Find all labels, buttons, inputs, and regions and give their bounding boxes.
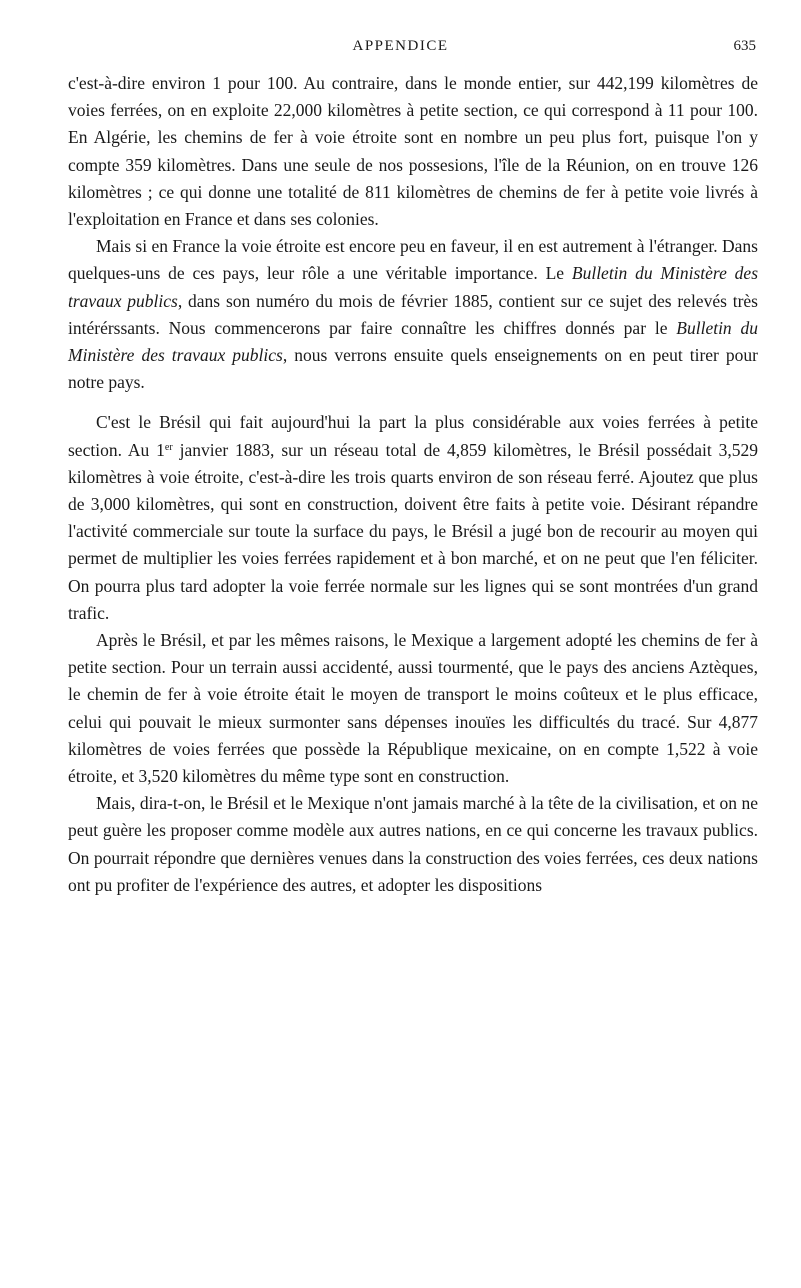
paragraph: [68, 409, 758, 627]
paragraph: [68, 790, 758, 899]
running-header: [0, 34, 801, 58]
italic-title: Bulletin du Ministère des travaux publics: [68, 263, 759, 311]
running-title: APPENDICE: [352, 38, 449, 54]
text-run: Mais, dira-t-on, le Brésil et le Mexique n'ont jamais marché à la tête de la civilisation, et on ne peut guère les proposer comme modèle aux autres nations, en ce qui concerne les travaux publics. On pourrait répondre que dernières venues dans la construction des voies ferrées, ces deux nations ont pu profiter de l'expérience des autres, et adopter les dispositions: [68, 793, 758, 895]
paragraph: [68, 233, 758, 396]
text-run: janvier 1883, sur un réseau total de 4,859 kilomètres, le Brésil possédait 3,529 kilomètres à voie étroite, c'est-à-dire les trois quarts environ de son réseau ferré. Ajoutez que plus de 3,000 kilomètres, qui sont en construction, doivent être faits à petite voie. Désirant répandre l'activité commerciale sur toute la surface du pays, le Brésil a jugé bon de recourir au moyen qui permet de multiplier les voies ferrées rapidement et à bon marché, et on ne peut que l'en féliciter. On pourra plus tard adopter la voie ferrée normale sur les lignes qui se sont montrées d'un grand trafic.: [68, 439, 758, 623]
text-run: , dans son numéro du mois de février 1885, contient sur ce sujet des relevés très intérérssants. Nous commencerons par faire connaître les chiffres donnés par le: [68, 290, 758, 338]
body-text: [68, 70, 758, 899]
page-number: 635: [733, 38, 756, 54]
text-run: C'est le Brésil qui fait aujourd'hui la part la plus considérable aux voies ferrées à petite section. Au 1: [68, 412, 758, 460]
text-run: , nous verrons ensuite quels enseignements on en peut tirer pour notre pays.: [68, 345, 758, 393]
superscript: er: [164, 441, 173, 453]
paragraph: [68, 70, 758, 233]
italic-title: Bulletin du Ministère des travaux publics: [68, 317, 758, 366]
text-run: c'est-à-dire environ 1 pour 100. Au contraire, dans le monde entier, sur 442,199 kilomètres de voies ferrées, on en exploite 22,000 kilomètres à petite section, ce qui correspond à 11 pour 100. En Algérie, les chemins de fer à voie étroite sont en nombre un peu plus fort, puisque l'on y compte 359 kilomètres. Dans une seule de nos possesions, l'île de la Réunion, on en trouve 126 kilomètres ; ce qui donne une totalité de 811 kilomètres de chemins de fer à petite voie livrés à l'exploitation en France et dans ses colonies.: [68, 73, 758, 230]
paragraph: [68, 627, 758, 790]
text-run: Après le Brésil, et par les mêmes raisons, le Mexique a largement adopté les chemins de fer à petite section. Pour un terrain aussi accidenté, aussi tourmenté, que le pays des anciens Aztèques, le chemin de fer à voie étroite était le moyen de transport le moins coûteux et le plus efficace, celui qui pouvait le mieux surmonter sans dépenses inouïes les difficultés du tracé. Sur 4,877 kilomètres de voies ferrées que possède la République mexicaine, on en compte 1,522 à voie étroite, et 3,520 kilomètres du même type sont en construction.: [68, 630, 758, 787]
text-run: Mais si en France la voie étroite est encore peu en faveur, il en est autrement à l'étranger. Dans quelques-uns de ces pays, leur rôle a une véritable importance. Le: [68, 236, 758, 284]
